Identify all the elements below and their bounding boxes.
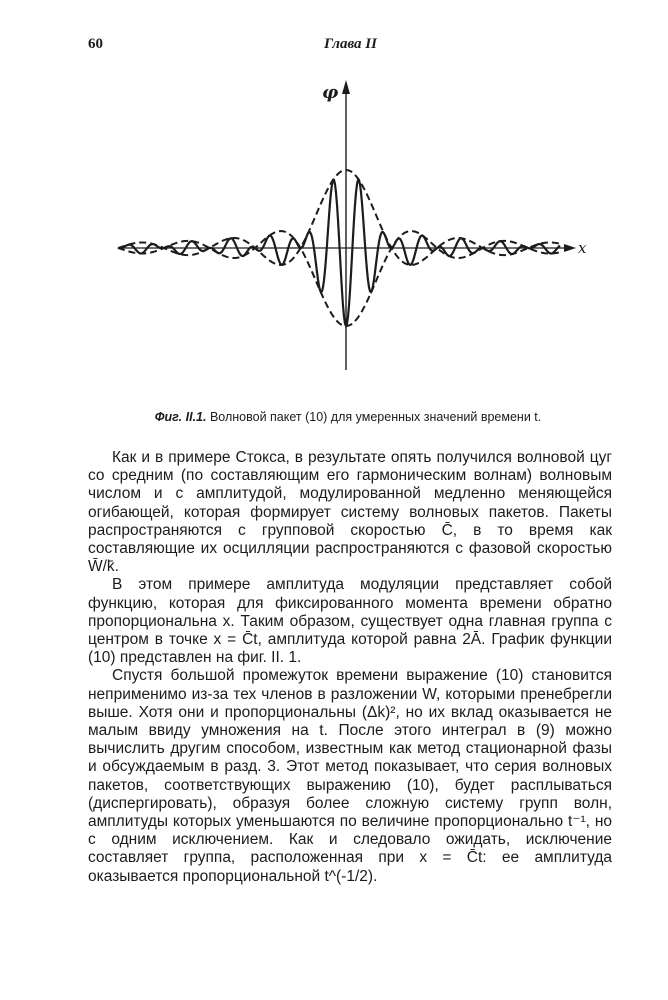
- figure-caption-text: Волновой пакет (10) для умеренных значений времени t.: [209, 410, 542, 424]
- page-header: [88, 36, 608, 56]
- paragraph-1: Как и в примере Стокса, в результате опять получился волновой цуг со средним (по составляющим его гармоническим волнам) волновым числом и с амплитудой, модулированной медленно меняющейся огибающей, которая формирует систему волновых пакетов. Пакеты распространяются с групповой скоростью C̄, в то время как составляющие их осцилляции распространяются с фазовой скоростью W̄/k̄.: [88, 449, 612, 576]
- x-axis-arrow: [564, 244, 576, 252]
- paragraph-3: Спустя большой промежуток времени выражение (10) становится неприменимо из-за тех членов в разложении W, которыми пренебрегли выше. Хотя они и пропорциональны (Δk)², но их вклад оказывается не малым ввиду умножения на t. После этого интеграл в (9) можно вычислить другим способом, известным как метод стационарной фазы и обсуждаемым в разд. 3. Этот метод показывает, что серия волновых пакетов, соответствующих выражению (10), будет расплываться (диспергировать), образуя более сложную систему групп волн, амплитуды которых уменьшаются по величине пропорционально t⁻¹, но с одним исключением. Как и следовало ожидать, исключение составляет группа, расположенная при x = C̄t: ее амплитуда оказывается пропорциональной t^(-1/2).: [88, 667, 612, 885]
- chapter-title: Глава II: [324, 36, 377, 52]
- page-number: 60: [88, 36, 103, 52]
- body-text: [88, 449, 612, 886]
- figure-caption-label: Фиг. II.1.: [154, 410, 207, 424]
- figure-caption: [88, 410, 608, 424]
- y-axis-arrow: [342, 80, 350, 94]
- paragraph-2: В этом примере амплитуда модуляции представляет собой функцию, которая для фиксированного момента времени обратно пропорциональна x. Таким образом, существует одна главная группа с центром в точке x = C̄t, амплитуда которой равна 2Ā. График функции (10) представлен на фиг. II. 1.: [88, 576, 612, 667]
- x-axis-label: x: [578, 239, 587, 257]
- y-axis-label: φ: [322, 82, 339, 103]
- wave-packet-figure: [100, 70, 600, 410]
